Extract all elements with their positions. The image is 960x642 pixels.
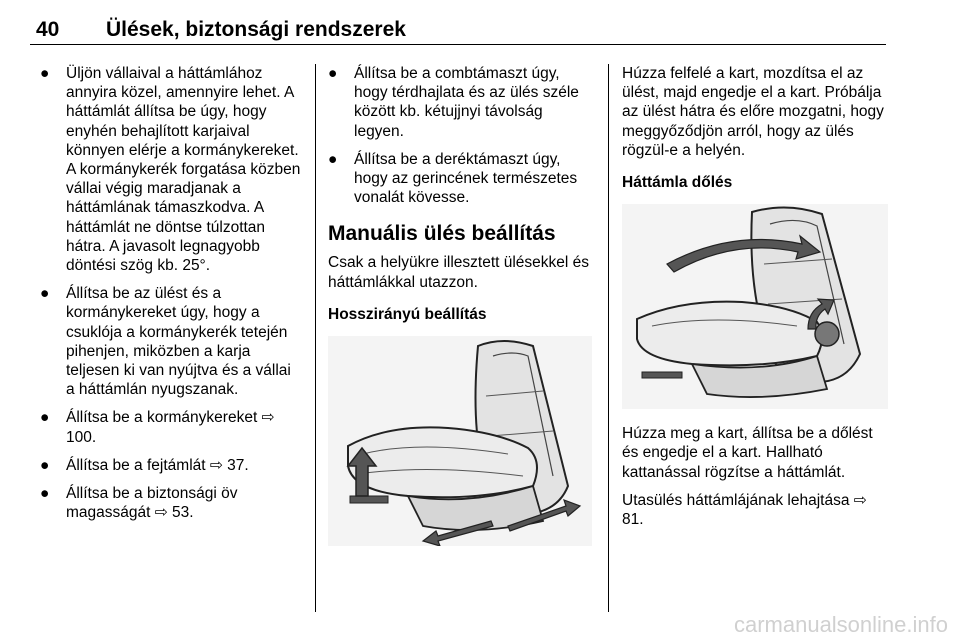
column-2 [328, 64, 596, 546]
list-item [40, 64, 302, 275]
bullet-icon: ● [40, 285, 50, 303]
seat-slide-illustration-icon [328, 336, 592, 546]
subsection-heading: Háttámla dőlés [622, 174, 733, 192]
bullet-list [328, 64, 596, 207]
bullet-list [40, 64, 302, 522]
paragraph: Húzza meg a kart, állítsa be a dőlést és engedje el a kart. Hallható kattanással rögzítse a háttámlát. [622, 425, 873, 481]
list-item [40, 408, 302, 446]
bullet-icon: ● [40, 456, 50, 474]
list-item [328, 150, 596, 208]
page-header [30, 14, 886, 45]
watermark: carmanualsonline.info [733, 612, 948, 637]
bullet-icon: ● [328, 150, 338, 168]
column-divider [315, 64, 316, 612]
paragraph[interactable]: Utasülés háttámlájának lehajtása ⇨ 81. [622, 491, 867, 529]
section-intro: Csak a helyükre illesztett ülésekkel és háttámlákkal utazzon. [328, 254, 590, 291]
column-1 [40, 64, 302, 531]
seat-fore-aft-illustration [328, 336, 592, 546]
subsection-heading: Hosszirányú beállítás [328, 305, 487, 323]
page-number: 40 [36, 18, 60, 41]
list-item [328, 64, 596, 141]
list-item-text: Állítsa be a deréktámaszt úgy, hogy az gerincének természetes vonalát kövesse. [354, 150, 578, 207]
list-item-text: Üljön vállaival a háttámlához annyira közel, amennyire lehet. A háttámlát állítsa be úgy, hogy enyhén behajlított karjaival könnyen elérje a kormánykereket. A kormánykerék forgatása közben vállai végig maradjanak a háttámlának támaszkodva. A háttámlát ne döntse túlzottan hátra. A javasolt legnagyobb döntési szög kb. 25°. [66, 65, 301, 275]
backrest-recline-illustration-icon [622, 204, 888, 409]
list-item [40, 284, 302, 399]
paragraph: Húzza felfelé a kart, mozdítsa el az ülést, majd engedje el a kart. Próbálja az ülést hátra és előre mozgatni, hogy meggyőződjön arról, hogy az ülés rögzül-e a helyén. [622, 65, 884, 159]
list-item [40, 484, 302, 522]
list-item-text[interactable]: Állítsa be a biztonsági öv magasságát ⇨ 53. [66, 485, 238, 522]
backrest-recline-illustration [622, 204, 888, 409]
bullet-icon: ● [328, 65, 338, 82]
list-item-text: Állítsa be a combtámaszt úgy, hogy térdhajlata és az ülés széle között kb. kétujjnyi távolság legyen. [354, 65, 579, 140]
bullet-icon: ● [40, 485, 50, 503]
section-heading: Manuális ülés beállítás [328, 222, 556, 246]
list-item [40, 456, 302, 475]
page-title: Ülések, biztonsági rendszerek [106, 18, 406, 41]
bullet-icon: ● [40, 65, 50, 82]
list-item-text: Állítsa be az ülést és a kormánykereket úgy, hogy a csuklója a kormánykerék tetején pihenjen, miközben a karja teljesen ki van nyújtva és a vállai a háttámlán nyugszanak. [66, 285, 291, 399]
list-item-text[interactable]: Állítsa be a fejtámlát ⇨ 37. [66, 456, 249, 474]
list-item-text[interactable]: Állítsa be a kormánykereket ⇨ 100. [66, 409, 275, 446]
column-divider [608, 64, 609, 612]
column-3 [622, 64, 888, 538]
bullet-icon: ● [40, 409, 50, 427]
